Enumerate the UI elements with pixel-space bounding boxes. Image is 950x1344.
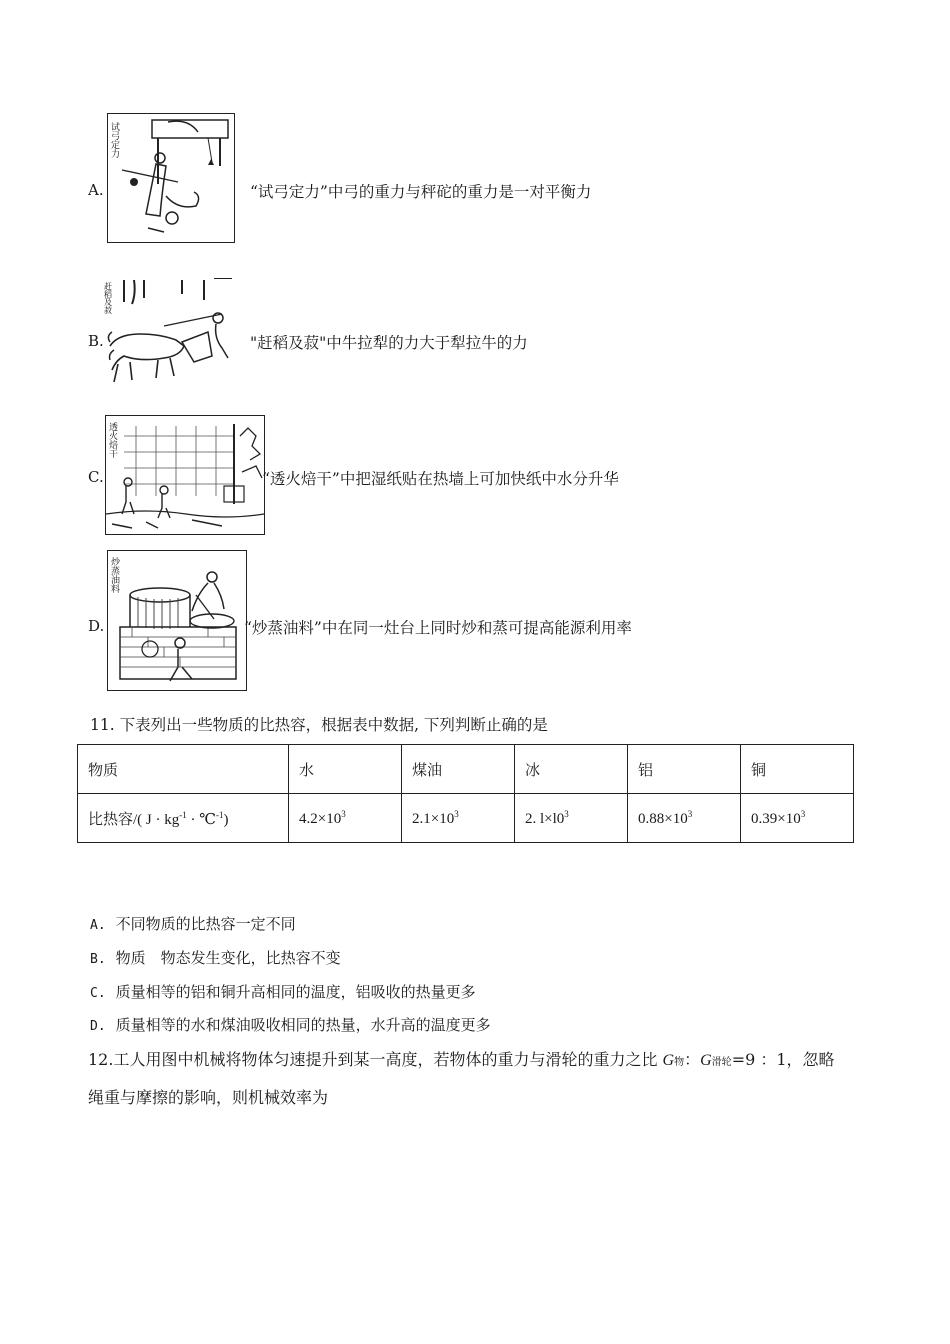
option-text: “透火焙干”中把湿纸贴在热墙上可加快纸中水分升华 (262, 470, 619, 488)
option-text: “炒蒸油料”中在同一灶台上同时炒和蒸可提高能源利用率 (244, 619, 632, 637)
table-header-cell: 冰 (515, 745, 628, 794)
question-12-line-1: 12.工人用图中机械将物体匀速提升到某一高度，若物体的重力与滑轮的重力之比 G物：G滑轮=9 ：1，忽略 (88, 1050, 835, 1069)
table-cell: $0.88\times 10^3$ (628, 794, 741, 843)
question-11-stem: 11. 下表列出一些物质的比热容，根据表中数据, 下列判断止确的是 (90, 716, 548, 734)
table-header-cell: 铜 (741, 745, 854, 794)
illustration-caption: 赶稻及菽 (104, 282, 113, 314)
option-letter: A. (88, 181, 104, 199)
table-cell: $2.1\times 10^3$ (402, 794, 515, 843)
table-cell: $0.39\times 10^3$ (741, 794, 854, 843)
choice-d: D. 质量相等的水和煤油吸收相同的热量，水升高的温度更多 (90, 1016, 491, 1034)
illustration-caption: 试弓定力 (109, 122, 119, 158)
specific-heat-table (77, 744, 854, 843)
option-letter: D. (88, 617, 105, 635)
option-text: "赶稻及菽"中牛拉犁的力大于犁拉牛的力 (250, 334, 528, 352)
table-row-label: 比热容/( $J \cdot kg^{-1}$ · ℃$^{-1}$) (78, 794, 289, 843)
illustration-caption: 透火焙干 (107, 422, 117, 458)
choice-c: C. 质量相等的铝和铜升高相同的温度，铝吸收的热量更多 (90, 983, 476, 1001)
table-cell: 2. $l\times l0^3$ (515, 794, 628, 843)
illustration-touhuo-beigan (105, 415, 265, 535)
illustration-shigong-dingli (107, 113, 235, 243)
table-header-cell: 物质 (78, 745, 289, 794)
illustration-caption: 炒蒸油料 (109, 557, 119, 593)
table-header-cell: 铝 (628, 745, 741, 794)
option-letter: C. (88, 468, 104, 486)
illustration-gandao-jishu (104, 278, 236, 386)
option-letter: B. (88, 332, 104, 350)
question-12-line-2: 绳重与摩擦的影响，则机械效率为 (88, 1088, 329, 1107)
table-cell: $4.2\times 10^3$ (289, 794, 402, 843)
choice-b: B. 物质 物态发生变化，比热容不变 (90, 949, 341, 967)
choice-a: A. 不同物质的比热容一定不同 (90, 915, 296, 933)
option-text: “试弓定力”中弓的重力与秤砣的重力是一对平衡力 (250, 183, 592, 201)
illustration-chaozheng-youliao (107, 550, 247, 691)
table-header-cell: 煤油 (402, 745, 515, 794)
table-row (78, 794, 854, 843)
table-header-cell: 水 (289, 745, 402, 794)
table-header-row (78, 745, 854, 794)
